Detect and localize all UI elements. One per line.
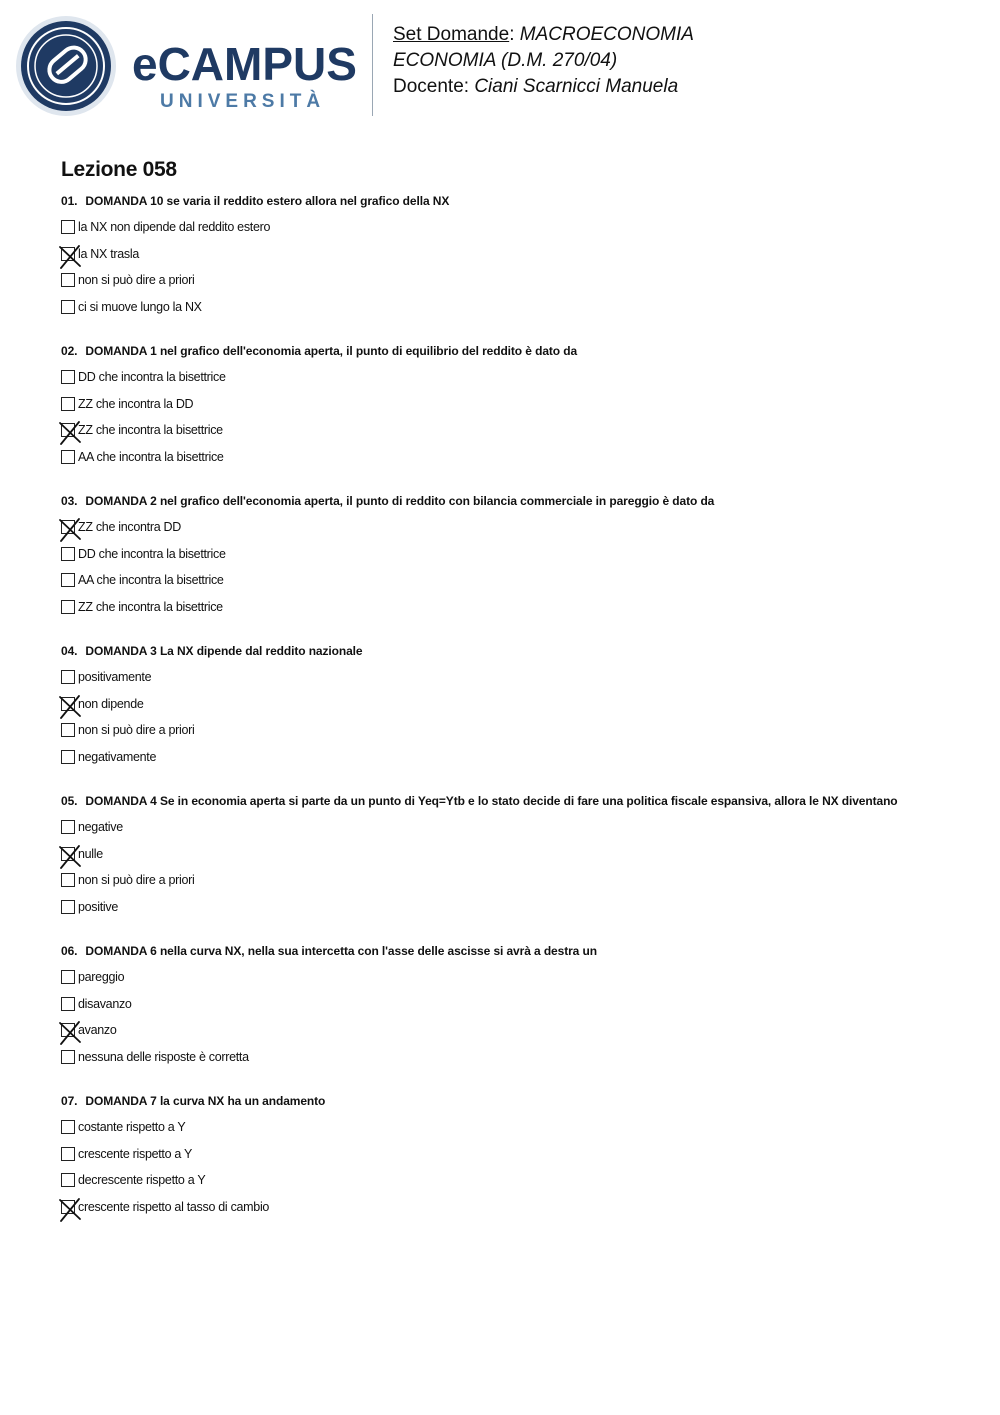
- answer-option[interactable]: [61, 219, 961, 246]
- question-title: [61, 193, 961, 209]
- answer-text: positivamente: [78, 670, 152, 684]
- answer-option[interactable]: [61, 572, 961, 599]
- question-text: DOMANDA 3 La NX dipende dal reddito nazionale: [85, 644, 363, 658]
- set-label: Set Domande: [393, 24, 510, 45]
- question-block: [61, 493, 961, 625]
- question-title: [61, 643, 961, 659]
- answer-checkbox[interactable]: [61, 1173, 75, 1187]
- answer-option[interactable]: [61, 969, 961, 996]
- answer-text: AA che incontra la bisettrice: [78, 449, 224, 464]
- answer-checkbox[interactable]: [61, 1023, 75, 1037]
- lesson-title: Lezione 058: [61, 158, 177, 181]
- answer-option[interactable]: [61, 1172, 961, 1199]
- question-list: [61, 193, 961, 1243]
- answer-option[interactable]: [61, 246, 961, 273]
- course-name: MACROECONOMIA: [519, 24, 694, 45]
- question-number: 07.: [61, 1094, 78, 1108]
- teacher-name: Ciani Scarnicci Manuela: [474, 76, 679, 97]
- answer-checkbox[interactable]: [61, 450, 75, 464]
- answer-option[interactable]: [61, 449, 961, 476]
- degree-name: ECONOMIA (D.M. 270/04): [393, 50, 618, 71]
- answer-checkbox[interactable]: [61, 600, 75, 614]
- ecampus-logo: [14, 14, 364, 118]
- question-title: [61, 343, 961, 359]
- question-text: DOMANDA 6 nella curva NX, nella sua intercetta con l'asse delle ascisse si avrà a destra un: [85, 944, 597, 958]
- answer-text: ci si muove lungo la NX: [78, 299, 202, 314]
- answer-checkbox[interactable]: [61, 847, 75, 861]
- question-text: DOMANDA 1 nel grafico dell'economia aperta, il punto di equilibrio del reddito è dato da: [85, 344, 578, 358]
- answer-option[interactable]: [61, 1049, 961, 1076]
- answer-text: decrescente rispetto a Y: [78, 1173, 206, 1187]
- answer-text: DD che incontra la bisettrice: [78, 546, 226, 561]
- question-title: [61, 943, 961, 959]
- answer-text: non dipende: [78, 696, 144, 711]
- answer-text: non si può dire a priori: [78, 273, 195, 287]
- question-block: [61, 643, 961, 775]
- answer-checkbox[interactable]: [61, 423, 75, 437]
- question-text: DOMANDA 4 Se in economia aperta si parte da un punto di Yeq=Ytb e lo stato decide di fare una politica fiscale espansiva, allora le NX diventano: [85, 794, 898, 808]
- question-block: [61, 793, 961, 925]
- answer-checkbox[interactable]: [61, 1120, 75, 1134]
- answer-text: non si può dire a priori: [78, 723, 195, 737]
- question-number: 04.: [61, 644, 78, 658]
- answer-text: crescente rispetto al tasso di cambio: [78, 1199, 270, 1214]
- answer-text: DD che incontra la bisettrice: [78, 370, 226, 384]
- answer-text: ZZ che incontra DD: [78, 520, 181, 534]
- answer-checkbox[interactable]: [61, 670, 75, 684]
- answer-option[interactable]: [61, 369, 961, 396]
- teacher-label: Docente:: [393, 76, 475, 97]
- question-text: DOMANDA 2 nel grafico dell'economia aperta, il punto di reddito con bilancia commerciale in pareggio è dato da: [85, 494, 715, 508]
- answer-option[interactable]: [61, 1199, 961, 1226]
- answer-option[interactable]: [61, 519, 961, 546]
- answer-checkbox[interactable]: [61, 1050, 75, 1064]
- page-header: [0, 0, 1000, 130]
- answer-checkbox[interactable]: [61, 273, 75, 287]
- answer-option[interactable]: [61, 669, 961, 696]
- answer-option[interactable]: [61, 996, 961, 1023]
- answer-text: disavanzo: [78, 996, 132, 1011]
- answer-option[interactable]: [61, 1146, 961, 1173]
- question-title: [61, 1093, 961, 1109]
- answer-checkbox[interactable]: [61, 970, 75, 984]
- question-number: 02.: [61, 344, 78, 358]
- answer-text: la NX trasla: [78, 246, 140, 261]
- answer-checkbox[interactable]: [61, 547, 75, 561]
- answer-option[interactable]: [61, 599, 961, 626]
- answer-option[interactable]: [61, 749, 961, 776]
- answer-text: avanzo: [78, 1023, 117, 1037]
- question-title: [61, 793, 961, 809]
- question-number: 05.: [61, 794, 78, 808]
- answer-checkbox[interactable]: [61, 820, 75, 834]
- question-block: [61, 343, 961, 475]
- answer-text: costante rispetto a Y: [78, 1120, 186, 1134]
- question-number: 01.: [61, 194, 78, 208]
- answer-checkbox[interactable]: [61, 1147, 75, 1161]
- question-number: 06.: [61, 944, 78, 958]
- answer-text: pareggio: [78, 970, 125, 984]
- question-block: [61, 1093, 961, 1225]
- svg-text:eCAMPUS: eCAMPUS: [132, 38, 357, 90]
- question-title: [61, 493, 961, 509]
- answer-text: non si può dire a priori: [78, 873, 195, 887]
- answer-text: crescente rispetto a Y: [78, 1146, 193, 1161]
- question-text: DOMANDA 7 la curva NX ha un andamento: [85, 1094, 326, 1108]
- answer-checkbox[interactable]: [61, 573, 75, 587]
- answer-option[interactable]: [61, 396, 961, 423]
- answer-checkbox[interactable]: [61, 370, 75, 384]
- answer-text: ZZ che incontra la bisettrice: [78, 423, 223, 437]
- question-text: DOMANDA 10 se varia il reddito estero allora nel grafico della NX: [85, 194, 450, 208]
- answer-option[interactable]: [61, 1119, 961, 1146]
- answer-checkbox[interactable]: [61, 750, 75, 764]
- answer-option[interactable]: [61, 696, 961, 723]
- answer-option[interactable]: [61, 272, 961, 299]
- header-divider: [372, 14, 373, 116]
- answer-option[interactable]: [61, 819, 961, 846]
- answer-text: positive: [78, 899, 118, 914]
- answer-text: ZZ che incontra la DD: [78, 396, 194, 411]
- answer-checkbox[interactable]: [61, 697, 75, 711]
- answer-option[interactable]: [61, 872, 961, 899]
- answer-checkbox[interactable]: [61, 997, 75, 1011]
- answer-option[interactable]: [61, 899, 961, 926]
- answer-checkbox[interactable]: [61, 397, 75, 411]
- answer-option[interactable]: [61, 299, 961, 326]
- question-block: [61, 943, 961, 1075]
- answer-option[interactable]: [61, 422, 961, 449]
- answer-checkbox[interactable]: [61, 300, 75, 314]
- answer-checkbox[interactable]: [61, 723, 75, 737]
- answer-checkbox[interactable]: [61, 1200, 75, 1214]
- answer-text: la NX non dipende dal reddito estero: [78, 220, 271, 234]
- answer-checkbox[interactable]: [61, 220, 75, 234]
- answer-option[interactable]: [61, 1022, 961, 1049]
- answer-option[interactable]: [61, 546, 961, 573]
- question-number: 03.: [61, 494, 78, 508]
- answer-text: AA che incontra la bisettrice: [78, 573, 224, 587]
- answer-text: nessuna delle risposte è corretta: [78, 1049, 249, 1064]
- svg-text:UNIVERSITÀ: UNIVERSITÀ: [160, 91, 326, 112]
- answer-text: ZZ che incontra la bisettrice: [78, 599, 223, 614]
- course-info: [393, 22, 694, 100]
- answer-checkbox[interactable]: [61, 900, 75, 914]
- answer-checkbox[interactable]: [61, 873, 75, 887]
- answer-checkbox[interactable]: [61, 247, 75, 261]
- answer-option[interactable]: [61, 722, 961, 749]
- answer-option[interactable]: [61, 846, 961, 873]
- question-block: [61, 193, 961, 325]
- answer-checkbox[interactable]: [61, 520, 75, 534]
- answer-text: negative: [78, 820, 123, 834]
- answer-text: negativamente: [78, 749, 157, 764]
- answer-text: nulle: [78, 846, 103, 861]
- set-separator: :: [509, 24, 520, 45]
